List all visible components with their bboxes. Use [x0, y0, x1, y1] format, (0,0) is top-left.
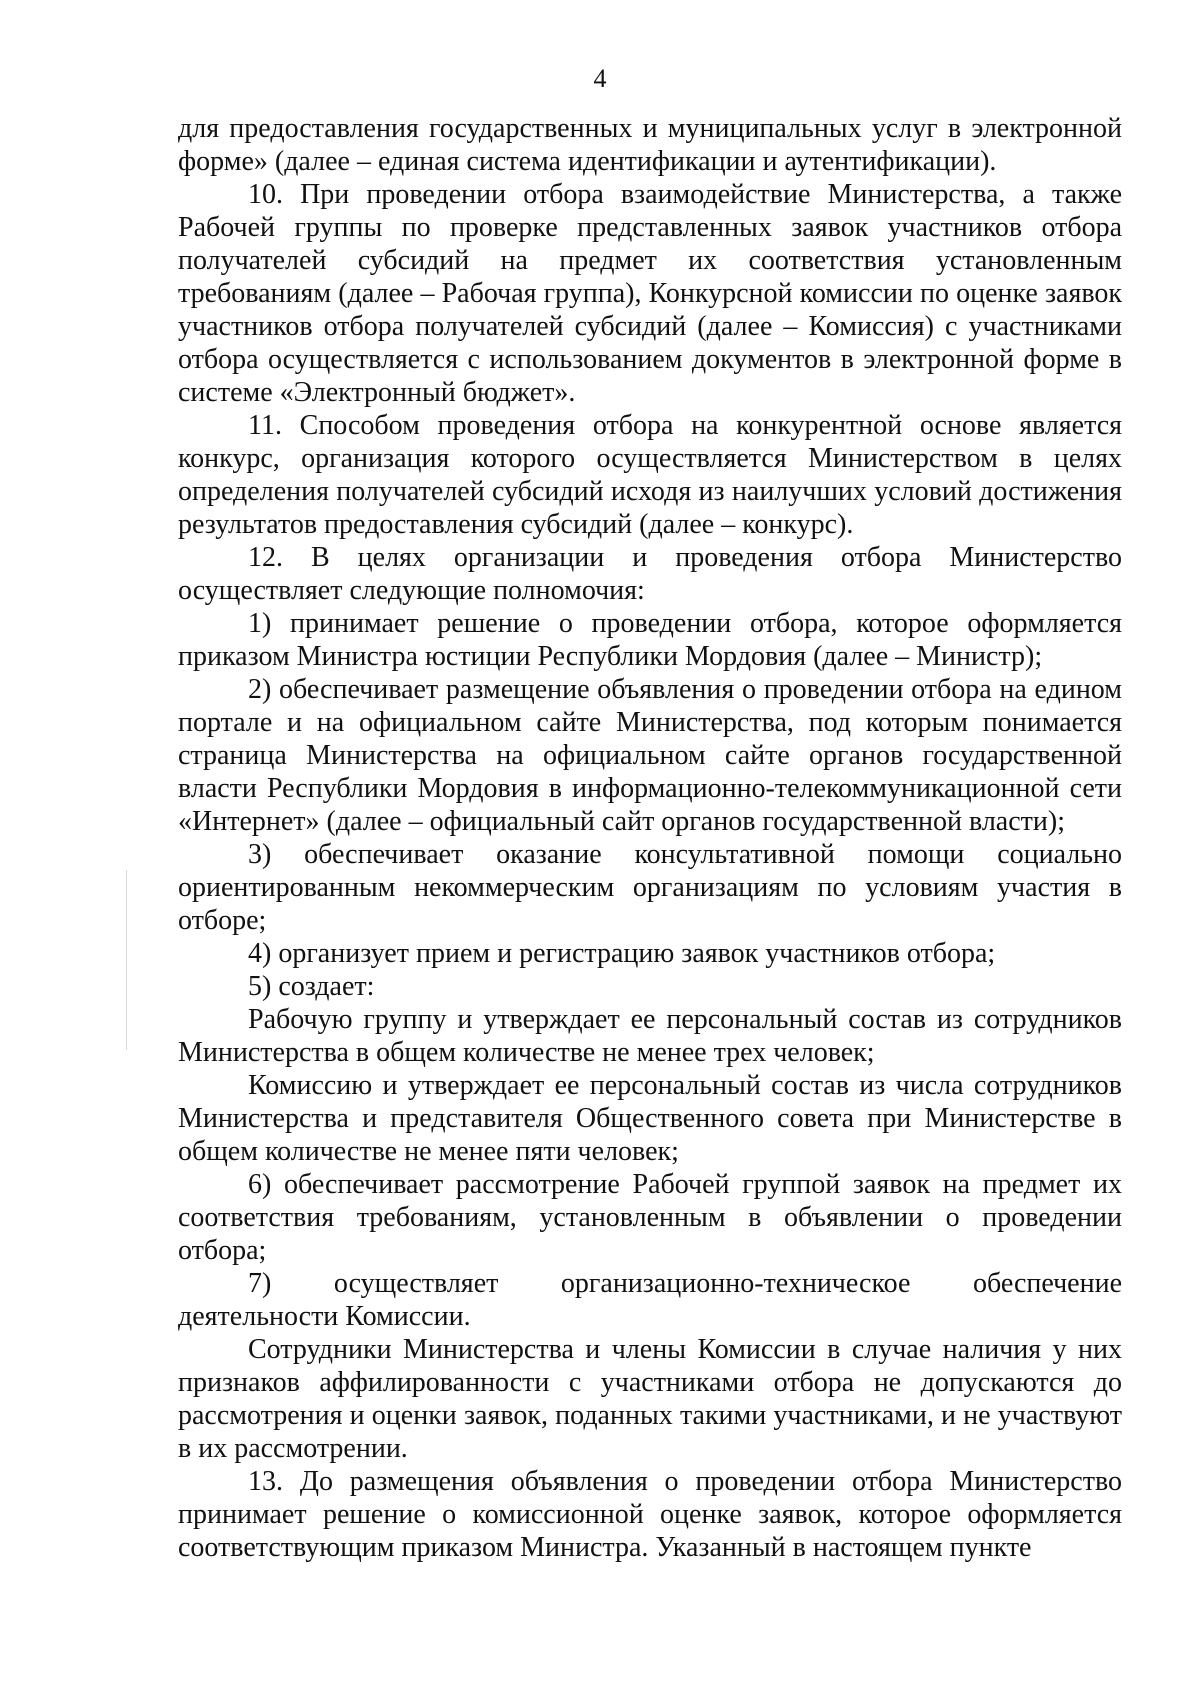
paragraph-p13: 13. До размещения объявления о проведении отбора Министерство принимает решение о комиссионной оценке заявок, которое оформляется соответствующим приказом Министра. Указанный в настоящем пункте [178, 1466, 1122, 1563]
paragraph-p12-2: 2) обеспечивает размещение объявления о проведении отбора на едином портале и на официальном сайте Министерства, под которым понимается страница Министерства на официальном сайте органов государственной власти Республики Мордовия в информационно-телекоммуникационной сети «Интернет» (далее – официальный сайт органов государственной власти); [178, 674, 1122, 837]
page-number: 4 [593, 64, 607, 93]
paragraph-p12-1: 1) принимает решение о проведении отбора, которое оформляется приказом Министра юстиции Республики Мордовия (далее – Министр); [178, 608, 1122, 672]
paragraph-p12-5a: Рабочую группу и утверждает ее персональный состав из сотрудников Министерства в общем количестве не менее трех человек; [178, 1004, 1122, 1068]
paragraph-p12: 12. В целях организации и проведения отбора Министерство осуществляет следующие полномочия: [178, 542, 1122, 606]
paragraph-p12-aff: Сотрудники Министерства и члены Комиссии в случае наличия у них признаков аффилированности с участниками отбора не допускаются до рассмотрения и оценки заявок, поданных такими участниками, и не участвуют в их рассмотрении. [178, 1334, 1122, 1464]
paragraph-p12-7: 7) осуществляет организационно-техническое обеспечение деятельности Комиссии. [178, 1268, 1122, 1332]
scan-artifact-line [126, 870, 127, 1050]
paragraph-p12-4: 4) организует прием и регистрацию заявок участников отбора; [248, 938, 996, 969]
paragraph-p12-6: 6) обеспечивает рассмотрение Рабочей группой заявок на предмет их соответствия требованиям, установленным в объявлении о проведении отбора; [178, 1169, 1122, 1266]
paragraph-p12-5b: Комиссию и утверждает ее персональный состав из числа сотрудников Министерства и представителя Общественного совета при Министерстве в общем количестве не менее пяти человек; [178, 1070, 1122, 1167]
paragraph-p11: 11. Способом проведения отбора на конкурентной основе является конкурс, организация которого осуществляется Министерством в целях определения получателей субсидий исходя из наилучших условий достижения результатов предоставления субсидий (далее – конкурс). [178, 410, 1122, 540]
paragraph-p12-5: 5) создает: [248, 971, 375, 1002]
paragraph-p10: 10. При проведении отбора взаимодействие Министерства, а также Рабочей группы по проверке представленных заявок участников отбора получателей субсидий на предмет их соответствия установленным требованиям (далее – Рабочая группа), Конкурсной комиссии по оценке заявок участников отбора получателей субсидий (далее – Комиссия) с участниками отбора осуществляется с использованием документов в электронной форме в системе «Электронный бюджет». [178, 179, 1122, 408]
paragraph-p0: для предоставления государственных и муниципальных услуг в электронной форме» (далее – единая система идентификации и аутентификации). [178, 113, 1122, 177]
document-body [178, 112, 1122, 1564]
paragraph-p12-3: 3) обеспечивает оказание консультативной помощи социально ориентированным некоммерческим организациям по условиям участия в отборе; [178, 839, 1122, 936]
